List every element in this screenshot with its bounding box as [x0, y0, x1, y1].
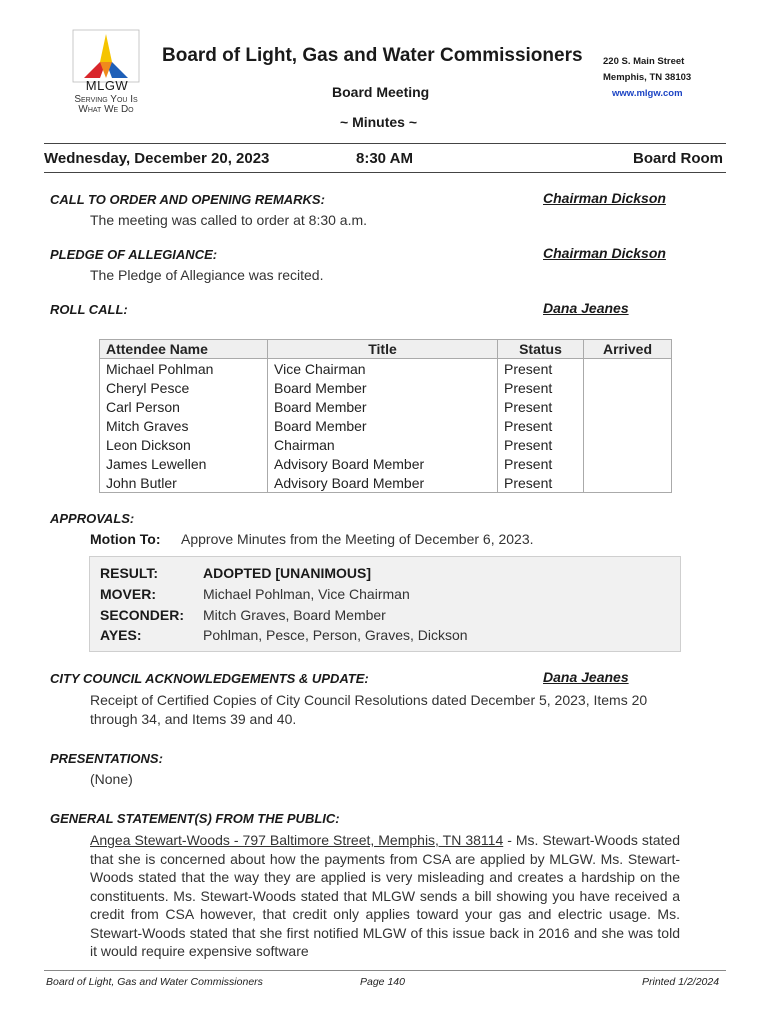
call-to-order-text: The meeting was called to order at 8:30 a.m. [90, 212, 368, 228]
mover-label: MOVER: [100, 586, 156, 602]
attendee-status: Present [498, 435, 584, 454]
meeting-type: Board Meeting [332, 84, 430, 100]
attendee-status: Present [498, 378, 584, 397]
meeting-time: 8:30 AM [356, 150, 413, 167]
call-to-order-presenter: Chairman Dickson [543, 190, 666, 206]
attendee-name: Carl Person [100, 397, 268, 416]
table-row [100, 473, 672, 493]
table-row [100, 359, 672, 379]
footer-printed-date: Printed 1/2/2024 [642, 976, 720, 988]
footer-divider [44, 970, 726, 971]
attendee-status: Present [498, 359, 584, 379]
public-statement-paragraph [90, 831, 680, 961]
header-divider-top [44, 143, 726, 144]
attendee-title: Advisory Board Member [268, 454, 498, 473]
section-title-approvals: APPROVALS: [50, 511, 135, 526]
pledge-text: The Pledge of Allegiance was recited. [90, 267, 324, 283]
table-row [100, 454, 672, 473]
section-title-pledge: PLEDGE OF ALLEGIANCE: [50, 247, 218, 262]
result-value: ADOPTED [UNANIMOUS] [203, 565, 371, 581]
slogan-line-2: What We Do [78, 104, 134, 115]
column-header-attendee: Attendee Name [100, 340, 268, 359]
attendee-arrived [584, 435, 672, 454]
attendee-status: Present [498, 397, 584, 416]
table-row [100, 397, 672, 416]
roll-call-header-row [100, 340, 672, 359]
attendee-arrived [584, 378, 672, 397]
attendee-arrived [584, 397, 672, 416]
attendee-arrived [584, 473, 672, 493]
table-row [100, 416, 672, 435]
ayes-value: Pohlman, Pesce, Person, Graves, Dickson [203, 627, 468, 643]
attendee-name: Mitch Graves [100, 416, 268, 435]
header-divider-bottom [44, 172, 726, 173]
motion-text: Approve Minutes from the Meeting of December 6, 2023. [181, 531, 534, 547]
ayes-label: AYES: [100, 627, 142, 643]
footer-organization: Board of Light, Gas and Water Commissioners [46, 976, 263, 988]
result-label: RESULT: [100, 565, 159, 581]
section-title-roll-call: ROLL CALL: [50, 302, 128, 317]
presentations-text: (None) [90, 771, 133, 787]
public-statement-text: - Ms. Stewart-Woods stated that she is concerned about how the payments from CSA are applied by MLGW. Ms. Stewart-Woods stated that the way they are applied is very misleading and creates a hardship on the constituents. Ms. Stewart-Woods stated that MLGW sends a bill showing you have received a credit from CSA however, that credit only applies toward your gas and electric usage. Ms. Stewart-Woods stated that she first notified MLGW of this issue back in 2016 and she was told it would require expensive software [90, 832, 680, 959]
attendee-arrived [584, 416, 672, 435]
column-header-status: Status [498, 340, 584, 359]
meeting-date: Wednesday, December 20, 2023 [44, 150, 270, 167]
city-council-presenter: Dana Jeanes [543, 669, 629, 685]
attendee-title: Board Member [268, 416, 498, 435]
attendee-name: Michael Pohlman [100, 359, 268, 379]
logo-wordmark: MLGW [85, 78, 129, 93]
attendee-title: Board Member [268, 397, 498, 416]
seconder-value: Mitch Graves, Board Member [203, 607, 386, 623]
section-title-call-to-order: CALL TO ORDER AND OPENING REMARKS: [50, 192, 325, 207]
attendee-name: Leon Dickson [100, 435, 268, 454]
attendee-title: Chairman [268, 435, 498, 454]
motion-label: Motion To: [90, 531, 161, 547]
attendee-title: Vice Chairman [268, 359, 498, 379]
attendee-status: Present [498, 473, 584, 493]
minutes-label: ~ Minutes ~ [340, 114, 418, 130]
column-header-arrived: Arrived [584, 340, 672, 359]
column-header-title: Title [268, 340, 498, 359]
city-council-text: Receipt of Certified Copies of City Council Resolutions dated December 5, 2023, Items 20 through 34, and Items 39 and 40. [90, 692, 648, 727]
attendee-status: Present [498, 454, 584, 473]
seconder-label: SECONDER: [100, 607, 185, 623]
attendee-arrived [584, 454, 672, 473]
address-city: Memphis, TN 38103 [603, 72, 692, 83]
roll-call-table [99, 339, 672, 493]
roll-call-presenter: Dana Jeanes [543, 300, 629, 316]
section-title-presentations: PRESENTATIONS: [50, 751, 163, 766]
mover-value: Michael Pohlman, Vice Chairman [203, 586, 410, 602]
website-link[interactable]: www.mlgw.com [612, 88, 683, 99]
attendee-name: Cheryl Pesce [100, 378, 268, 397]
footer-page-number: Page 140 [360, 976, 405, 988]
slogan-line-1: Serving You Is [74, 94, 138, 105]
attendee-name: John Butler [100, 473, 268, 493]
logo-slogan [58, 95, 154, 115]
table-row [100, 378, 672, 397]
attendee-arrived [584, 359, 672, 379]
attendee-name: James Lewellen [100, 454, 268, 473]
attendee-status: Present [498, 416, 584, 435]
table-row [100, 435, 672, 454]
speaker-name-address: Angea Stewart-Woods - 797 Baltimore Street, Memphis, TN 38114 [90, 832, 504, 848]
pledge-presenter: Chairman Dickson [543, 245, 666, 261]
address-street: 220 S. Main Street [603, 56, 685, 67]
roll-call-table-wrapper [99, 339, 672, 493]
section-title-public-statements: GENERAL STATEMENT(S) FROM THE PUBLIC: [50, 811, 340, 826]
vote-result-box [89, 556, 681, 652]
section-title-city-council: CITY COUNCIL ACKNOWLEDGEMENTS & UPDATE: [50, 671, 369, 686]
organization-title: Board of Light, Gas and Water Commissioners [162, 45, 583, 66]
attendee-title: Board Member [268, 378, 498, 397]
attendee-title: Advisory Board Member [268, 473, 498, 493]
meeting-location: Board Room [633, 150, 723, 167]
